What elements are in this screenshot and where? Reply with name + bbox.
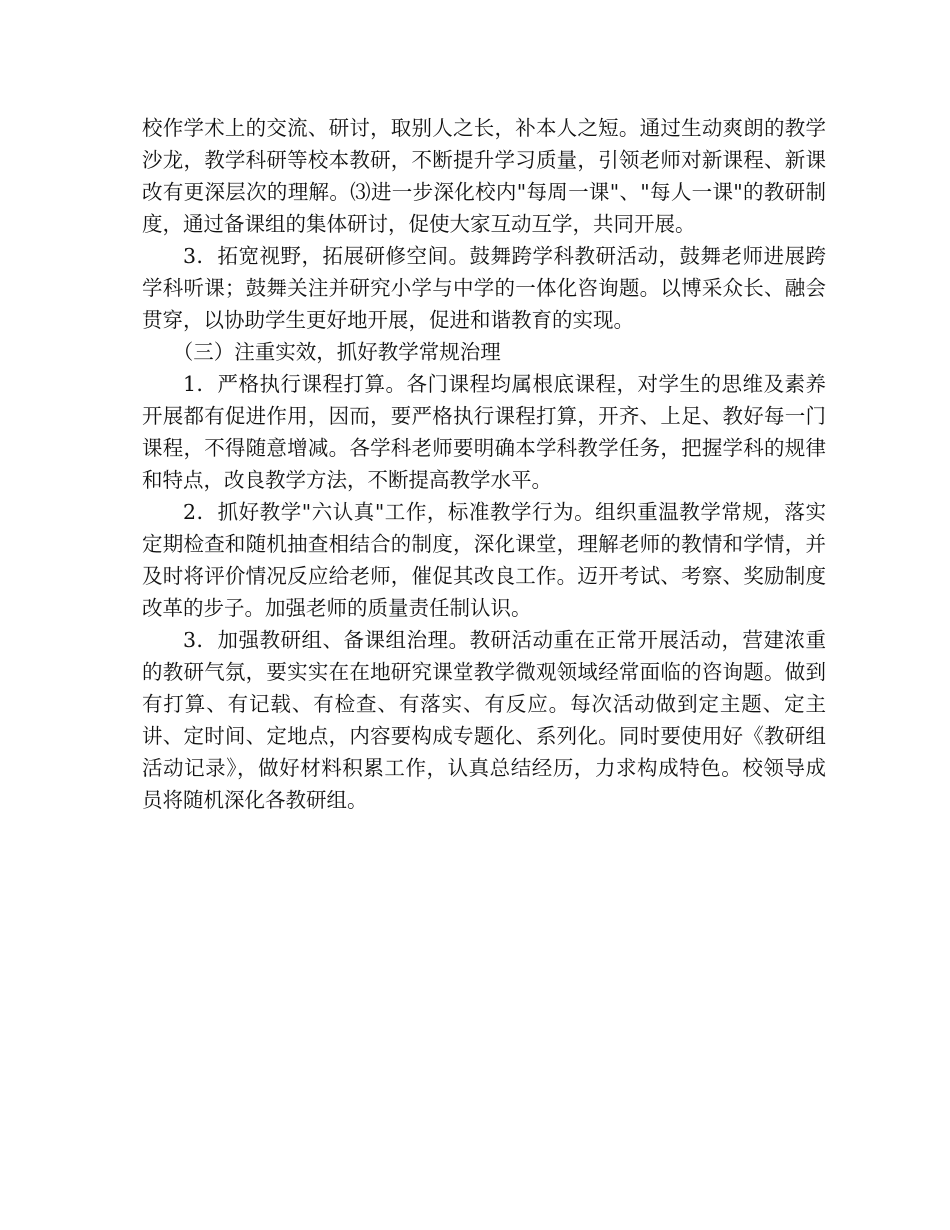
paragraph-continuation: 校作学术上的交流、研讨，取别人之长，补本人之短。通过生动爽朗的教学沙龙，教学科研等校本教研，不断提升学习质量，引领老师对新课程、新课改有更深层次的理解。⑶进一步深化校内"每周一课"、"每人一课"的教研制度，通过备课组的集体研讨，促使大家互动互学，共同开展。 <box>142 116 826 236</box>
paragraph-course-plan: 1．严格执行课程打算。各门课程均属根底课程，对学生的思维及素养开展都有促进作用，因而，要严格执行课程打算，开齐、上足、教好每一门课程，不得随意增减。各学科老师要明确本学科教学任务，把握学科的规律和特点，改良教学方法，不断提高教学水平。 <box>142 372 826 492</box>
section-heading: （三）注重实效，抓好教学常规治理 <box>172 340 501 364</box>
paragraph-research-groups: 3．加强教研组、备课组治理。教研活动重在正常开展活动，营建浓重的教研气氛，要实实在在地研究课堂教学微观领域经常面临的咨询题。做到有打算、有记载、有检查、有落实、有反应。每次活动做到定主题、定主讲、定时间、定地点，内容要构成专题化、系列化。同时要使用好《教研组活动记录》，做好材料积累工作，认真总结经历，力求构成特色。校领导成员将随机深化各教研组。 <box>142 628 826 812</box>
document-page <box>142 112 826 816</box>
paragraph-broaden-vision: 3．拓宽视野，拓展研修空间。鼓舞跨学科教研活动，鼓舞老师进展跨学科听课；鼓舞关注并研究小学与中学的一体化咨询题。以博采众长、融会贯穿，以协助学生更好地开展，促进和谐教育的实现。 <box>142 244 826 332</box>
paragraph-six-earnest: 2．抓好教学"六认真"工作，标准教学行为。组织重温教学常规，落实定期检查和随机抽查相结合的制度，深化课堂，理解老师的教情和学情，并及时将评价情况反应给老师，催促其改良工作。迈开考试、考察、奖励制度改革的步子。加强老师的质量责任制认识。 <box>142 500 826 620</box>
